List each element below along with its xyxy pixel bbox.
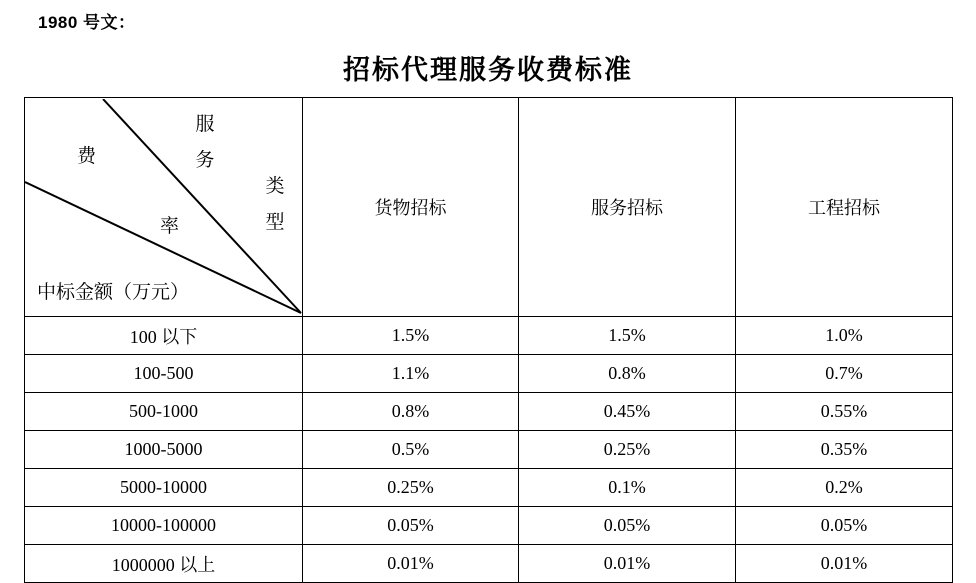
row-value-service: 0.01%	[519, 545, 736, 583]
page-title: 招标代理服务收费标准	[343, 55, 633, 85]
row-label: 100-500	[25, 355, 303, 393]
row-value-engineering: 0.01%	[736, 545, 953, 583]
table-row	[25, 469, 953, 507]
table-row	[25, 317, 953, 355]
row-value-engineering: 0.2%	[736, 469, 953, 507]
column-header-goods: 货物招标	[303, 98, 519, 317]
row-value-goods: 0.01%	[303, 545, 519, 583]
row-value-engineering: 0.55%	[736, 393, 953, 431]
row-label: 10000-100000	[25, 507, 303, 545]
row-label: 1000-5000	[25, 431, 303, 469]
table-row	[25, 355, 953, 393]
row-label: 100 以下	[25, 317, 303, 355]
corner-label-amount: 中标金额（万元）	[37, 282, 190, 303]
row-label: 500-1000	[25, 393, 303, 431]
corner-label-rate: 率	[160, 216, 180, 237]
row-value-goods: 1.1%	[303, 355, 519, 393]
row-value-engineering: 0.7%	[736, 355, 953, 393]
corner-label-service-char-2: 务	[195, 150, 215, 171]
row-value-engineering: 0.05%	[736, 507, 953, 545]
row-value-service: 0.45%	[519, 393, 736, 431]
corner-label-type-char-1: 类	[265, 176, 285, 197]
table-corner-cell	[25, 98, 303, 317]
table-header-row	[25, 98, 953, 317]
corner-label-service	[193, 107, 217, 179]
fee-standard-table	[24, 97, 953, 583]
column-header-engineering: 工程招标	[736, 98, 953, 317]
row-value-goods: 0.5%	[303, 431, 519, 469]
corner-label-fee: 费	[77, 146, 97, 167]
row-value-service: 0.05%	[519, 507, 736, 545]
row-value-goods: 0.05%	[303, 507, 519, 545]
corner-label-service-char-1: 服	[195, 114, 215, 135]
fee-standard-table-wrapper	[24, 97, 952, 583]
row-value-goods: 1.5%	[303, 317, 519, 355]
table-row	[25, 545, 953, 583]
row-value-engineering: 1.0%	[736, 317, 953, 355]
row-value-service: 0.1%	[519, 469, 736, 507]
table-row	[25, 431, 953, 469]
row-value-service: 0.8%	[519, 355, 736, 393]
document-reference: 1980 号文：	[38, 13, 136, 32]
corner-label-type-char-2: 型	[265, 212, 285, 233]
row-label: 1000000 以上	[25, 545, 303, 583]
row-label: 5000-10000	[25, 469, 303, 507]
table-row	[25, 393, 953, 431]
corner-label-type	[263, 169, 287, 241]
row-value-goods: 0.8%	[303, 393, 519, 431]
row-value-goods: 0.25%	[303, 469, 519, 507]
column-header-service: 服务招标	[519, 98, 736, 317]
row-value-service: 1.5%	[519, 317, 736, 355]
table-row	[25, 507, 953, 545]
row-value-engineering: 0.35%	[736, 431, 953, 469]
row-value-service: 0.25%	[519, 431, 736, 469]
